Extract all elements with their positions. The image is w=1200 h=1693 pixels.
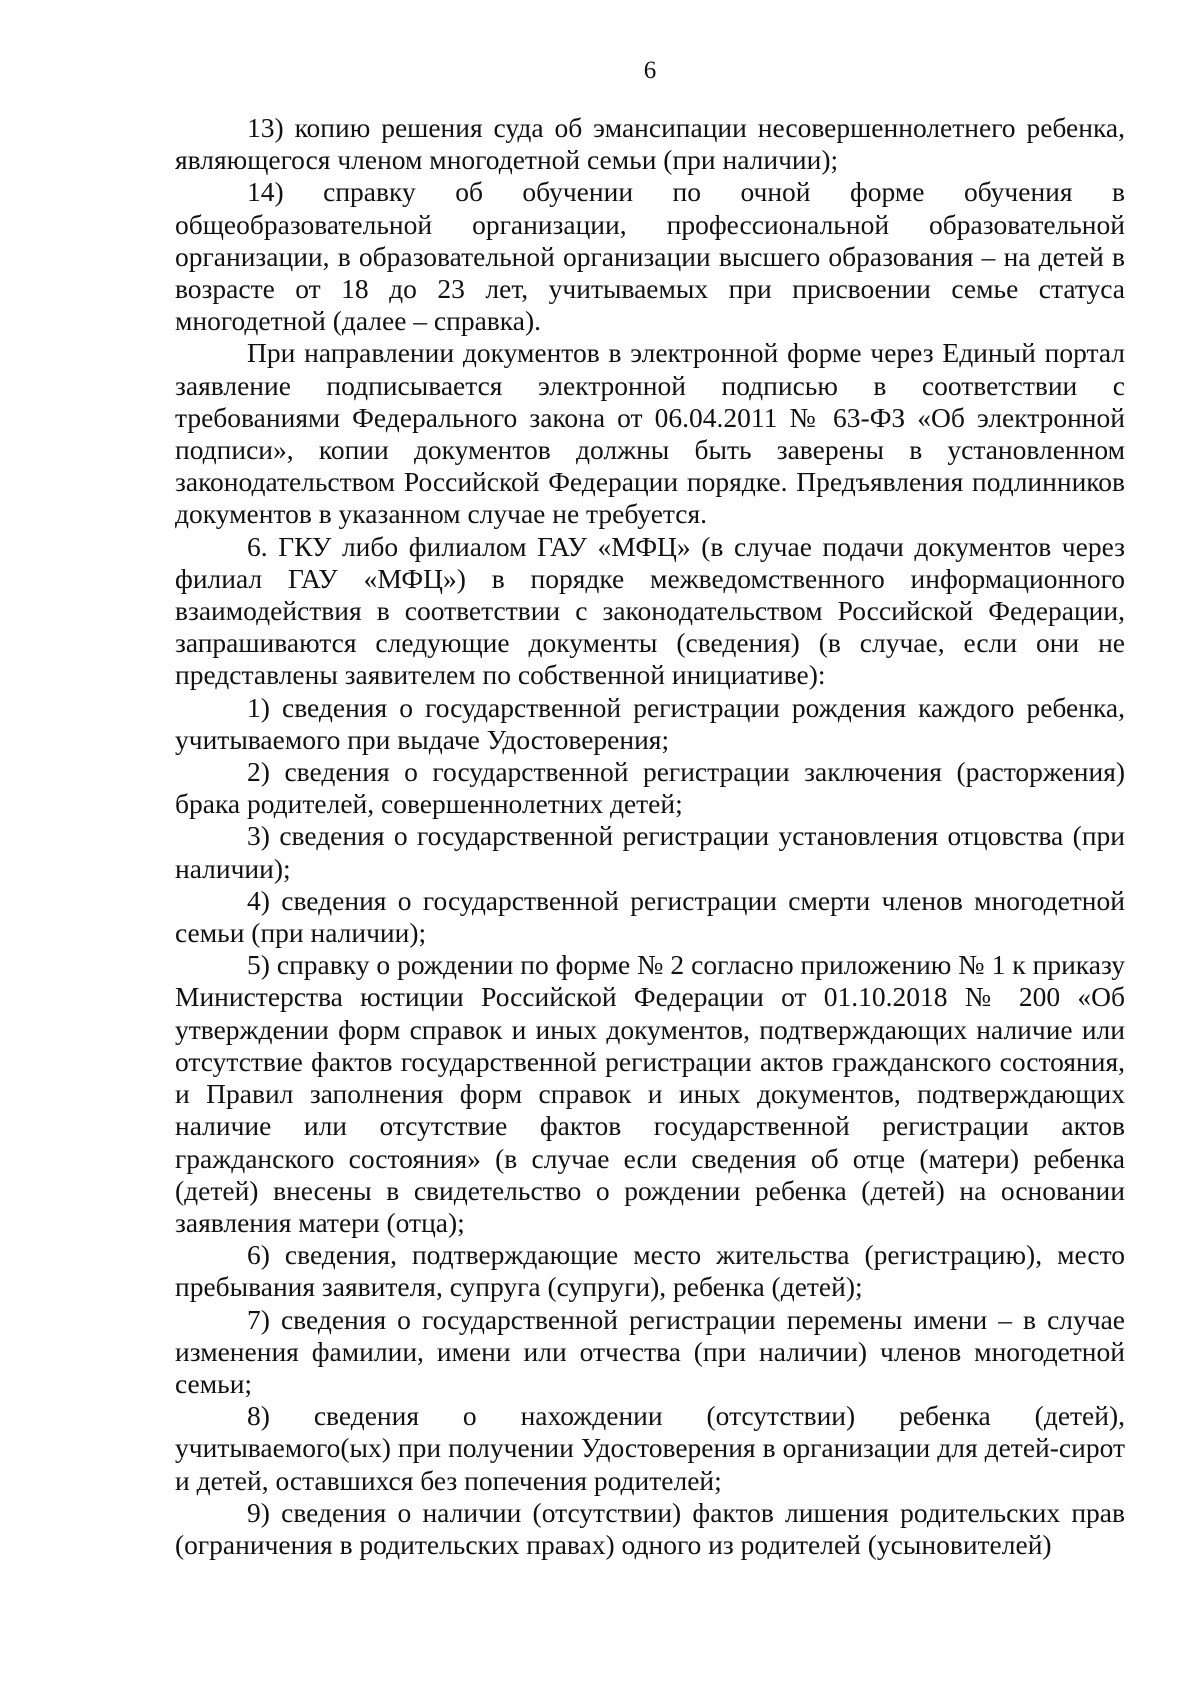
paragraph-item-14: 14) справку об обучении по очной форме обучения в общеобразовательной организации, профессиональной образовательной организации, в образовательной организации высшего образования – на детей в возрасте от 18 до 23 лет, учитываемых при присвоении семье статуса многодетной (далее – справка).	[175, 176, 1125, 337]
document-body	[175, 112, 1125, 1561]
paragraph-item-13: 13) копию решения суда об эмансипации несовершеннолетнего ребенка, являющегося членом многодетной семьи (при наличии);	[175, 112, 1125, 176]
paragraph-item-3: 3) сведения о государственной регистрации установления отцовства (при наличии);	[175, 820, 1125, 884]
paragraph-item-2: 2) сведения о государственной регистрации заключения (расторжения) брака родителей, совершеннолетних детей;	[175, 756, 1125, 820]
paragraph-item-4: 4) сведения о государственной регистрации смерти членов многодетной семьи (при наличии);	[175, 884, 1125, 949]
paragraph-electronic-submission: При направлении документов в электронной форме через Единый портал заявление подписывается электронной подписью в соответствии с требованиями Федерального закона от 06.04.2011 № 63-ФЗ «Об электронной подписи», копии документов должны быть заверены в установленном законодательством Российской Федерации порядке. Предъявления подлинников документов в указанном случае не требуется.	[175, 337, 1125, 530]
paragraph-section-6: 6. ГКУ либо филиалом ГАУ «МФЦ» (в случае подачи документов через филиал ГАУ «МФЦ») в порядке межведомственного информационного взаимодействия в соответствии с законодательством Российской Федерации, запрашиваются следующие документы (сведения) (в случае, если они не представлены заявителем по собственной инициативе):	[175, 530, 1125, 691]
paragraph-item-7: 7) сведения о государственной регистрации перемены имени – в случае изменения фамилии, имени или отчества (при наличии) членов многодетной семьи;	[175, 1303, 1125, 1399]
page-number: 6	[643, 57, 657, 84]
paragraph-item-9: 9) сведения о наличии (отсутствии) фактов лишения родительских прав (ограничения в родительских правах) одного из родителей (усыновителей)	[175, 1496, 1125, 1560]
paragraph-item-6: 6) сведения, подтверждающие место жительства (регистрацию), место пребывания заявителя, супруга (супруги), ребенка (детей);	[175, 1239, 1125, 1303]
paragraph-item-8: 8) сведения о нахождении (отсутствии) ребенка (детей), учитываемого(ых) при получении Удостоверения в организации для детей-сирот и детей, оставшихся без попечения родителей;	[175, 1400, 1125, 1496]
paragraph-item-5: 5) справку о рождении по форме № 2 согласно приложению № 1 к приказу Министерства юстиции Российской Федерации от 01.10.2018 № 200 «Об утверждении форм справок и иных документов, подтверждающих наличие или отсутствие фактов государственной регистрации актов гражданского состояния, и Правил заполнения форм справок и иных документов, подтверждающих наличие или отсутствие фактов государственной регистрации актов гражданского состояния» (в случае если сведения об отце (матери) ребенка (детей) внесены в свидетельство о рождении ребенка (детей) на основании заявления матери (отца);	[175, 949, 1125, 1238]
paragraph-item-1: 1) сведения о государственной регистрации рождения каждого ребенка, учитываемого при выдаче Удостоверения;	[175, 691, 1125, 755]
